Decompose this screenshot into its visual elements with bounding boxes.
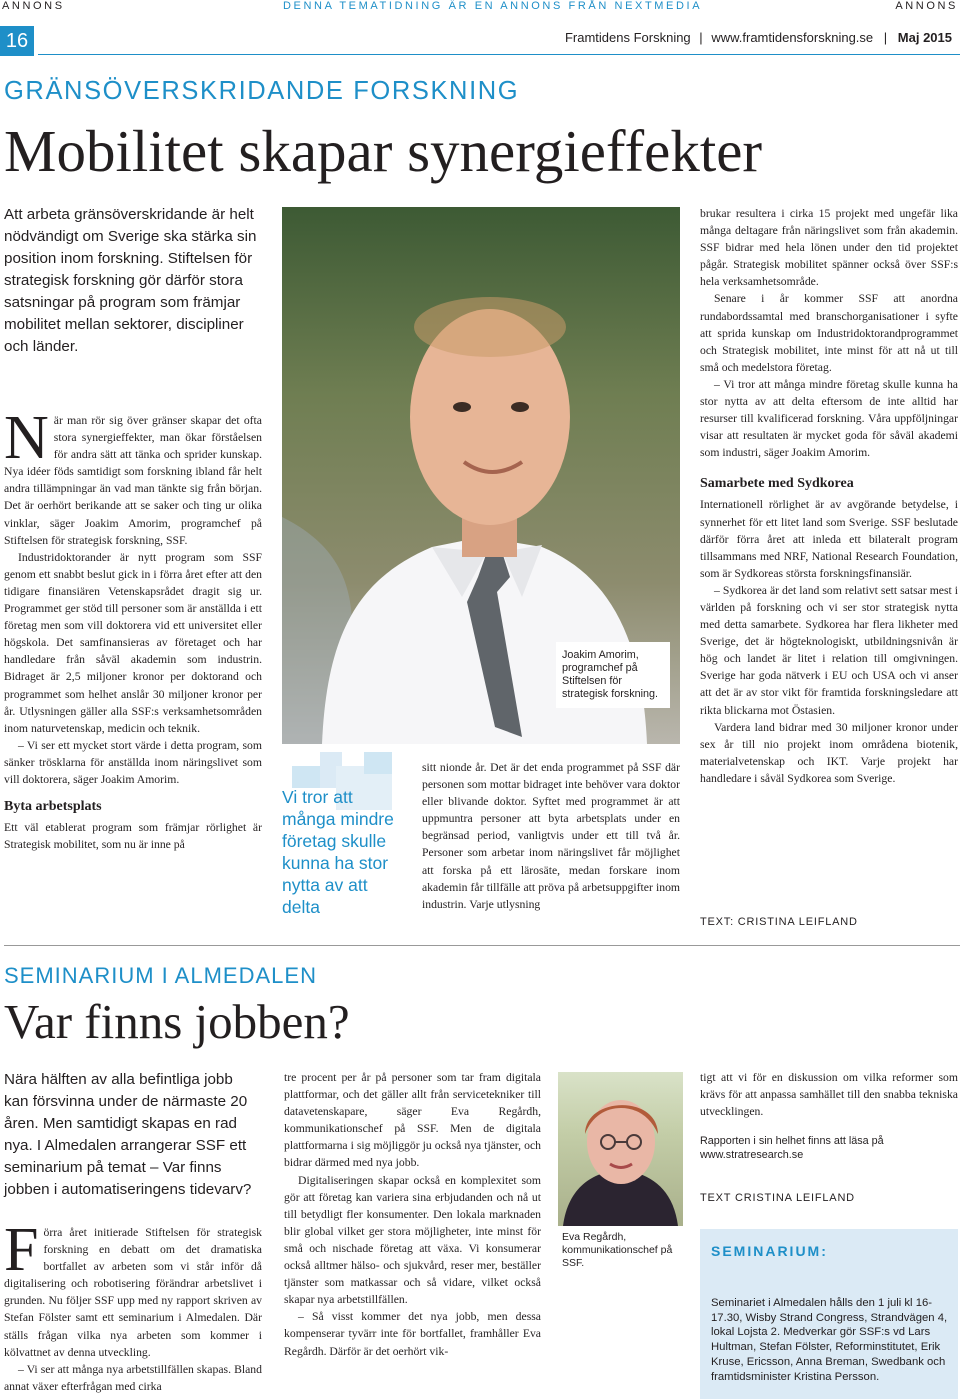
annons-label-left: ANNONS bbox=[2, 0, 65, 12]
report-text: Rapporten i sin helhet finns att läsa på bbox=[700, 1135, 884, 1147]
drop-cap: N bbox=[4, 404, 49, 472]
body-paragraph: Vardera land bidrar med 30 miljoner kronor under sex år till nio projekt inom områdena biotenik, materialvetenskap och IKT. Varje projekt har handledare i såväl Sydkorea som Sverige. bbox=[700, 720, 958, 785]
subheading: Byta arbetsplats bbox=[4, 799, 102, 815]
body-column-1 bbox=[4, 404, 262, 853]
byline: TEXT CRISTINA LEIFLAND bbox=[700, 1192, 855, 1204]
body-paragraph: Industridoktorander är nytt program som SSF genom ett snabbt beslut gick in i förra året efter att den tidigare finansiären Vetenskapsrådet dragit sig ur. Programmet ger stöd till personer som är anställda i ett företag men som vill doktorera vid ett universitet eller högskola. Det samfinansieras av företaget och har handledare från såväl akademin som industrin. Bidraget är 2,5 miljoner kronor per doktorand och programmet som helhet anslår 30 miljoner kronor per år. Utlysningen gäller alla SSF:s verksamhetsområden inom naturvetenskap, medicin och teknik. bbox=[4, 550, 262, 735]
body-paragraph: Ett väl etablerat program som främjar rörlighet är Strategisk mobilitet, som nu är inne på bbox=[4, 821, 262, 852]
article-ingress: Nära hälften av alla befintliga jobb kan försvinna under de närmaste 20 åren. Men samtidigt skapas en rad nya. I Almedalen arrangerar SSF ett seminarium på temat – Var finns jobben i automatiseringens tidevarv? bbox=[4, 1071, 252, 1198]
body-paragraph: Digitaliseringen skapar också en komplexitet som gör att företag kan variera sina erbjudanden och nå ut till betydligt fler konsumenter. Den lokala marknaden blir global vilket ger stora möjligheter, inte minst för små och nischade företag att växa. Vi konsumerar också alltmer hälso- och sjukvård, reser mer, beställer tjänster som matkassar och så vidare, vilket också skapar nya arbetstillfällen. bbox=[284, 1173, 541, 1307]
body-paragraph: brukar resultera i cirka 15 projekt med ungefär lika många deltagare från näringslivet som från akademin. SSF bidrar med hela lönen under den tid projektet pågår. Strategisk mobilitet spänner också över SSF:s hela verksamhetsområde. bbox=[700, 207, 958, 289]
body-paragraph: – Så visst kommer det nya jobb, men dessa kompenserar tyvärr inte för bortfallet, framhåller Eva Regårdh. Därför är det oerhört vik- bbox=[284, 1310, 541, 1358]
body-column-3: tigt att vi för en diskussion om vilka reformer som krävs för att anpassa samhället till den snabba tekniska utvecklingen. bbox=[700, 1071, 958, 1119]
separator: | bbox=[883, 30, 888, 45]
issue-date: Maj 2015 bbox=[897, 30, 952, 45]
section-divider bbox=[4, 945, 960, 946]
annons-label-right: ANNONS bbox=[895, 0, 958, 12]
article-headline: Mobilitet skapar synergieffekter bbox=[4, 118, 763, 184]
body-paragraph: – Vi ser att många nya arbetstillfällen skapas. Bland annat växer efterfrågan med cirka bbox=[4, 1362, 262, 1393]
portrait-illustration bbox=[558, 1072, 683, 1226]
body-paragraph: tre procent per år på personer som tar fram digitala plattformar, och det gäller allt från servicetekniker till datavetenskapare, säger Eva Regårdh, kommunikationschef på SSF. Men de digitala plattformarna i sig möjliggör ju också nya tjänster, och bidrar därmed med nya jobb. bbox=[284, 1071, 541, 1170]
article-headline: Var finns jobben? bbox=[4, 994, 350, 1049]
report-note bbox=[700, 1135, 958, 1162]
body-paragraph: – Vi tror att många mindre företag skulle kunna ha stor nytta av att delta eftersom de inte alltid har resurser till kvalificerad forskning. Våra uppföljningar visar att resultaten är mycket goda för såväl akademi som industri, säger Joakim Amorim. bbox=[700, 377, 958, 460]
header-rule bbox=[38, 54, 960, 55]
separator: | bbox=[699, 30, 703, 45]
photo-caption: Joakim Amorim, programchef på Stiftelsen för strategisk forskning. bbox=[556, 642, 670, 708]
seminar-info-box bbox=[700, 1229, 958, 1399]
body-paragraph: Senare i år kommer SSF att anordna rundabordssamtal med branschorganisationer i syfte att sprida kunskap om Industridoktorandprogrammet och Strategisk mobilitet, inte minst för att nå ut till små och medelstora företag. bbox=[700, 292, 958, 374]
byline: TEXT: CRISTINA LEIFLAND bbox=[700, 916, 858, 928]
body-paragraph: örra året initierade Stiftelsen för strategisk forskning en debatt om det dramatiska bortfallet av arbeten som vi står inför då digitalisering och robotisering förändrar arbetslivet i grunden. Nu följer SSF upp med ny rapport skriven av Stefan Fölster samt ett seminarium i Almedalen. Där ställs frågan vilka nya arbeten som kommer i kölvattnet av denna utveckling. bbox=[4, 1226, 262, 1359]
portrait-photo bbox=[558, 1072, 683, 1226]
body-column-2 bbox=[284, 1069, 541, 1360]
body-column-1 bbox=[4, 1216, 262, 1395]
body-column-3 bbox=[700, 205, 958, 787]
body-paragraph: – Sydkorea är det land som relativt sett satsar mest i världen på forskning och vi ser stor strategisk nytta med detta samarbete. Sydkorea har flera likheter med Sverige, det är högteknologiskt, utbildningsnivån är hög och landet är litet i relation till omgivningen. Sverige har goda nätverk i EU och USA och vi anser att det är av stor vikt för framtida forskningsledare att rikta blickarna mot Östasien. bbox=[700, 583, 958, 717]
section-kicker: GRÄNSÖVERSKRIDANDE FORSKNING bbox=[4, 77, 520, 105]
body-column-2: sitt nionde år. Det är det enda programmet på SSF där personen som mottar bidraget inte behöver vara doktor eller blivande doktor. Syftet med programmet är att uppmuntra personer att byta arbetsplats under en begränsad period, vanligtvis under ett till två år. Personer som arbetar inom näringslivet får möjlighet att forska på ett lärosäte, medan forskare inom akademin får tillfälle att pröva på arbetsuppgifter inom industrin. Varje utlysning bbox=[422, 761, 680, 911]
photo-caption: Eva Regårdh, kommunikationschef på SSF. bbox=[562, 1231, 673, 1269]
body-paragraph: – Vi ser ett mycket stort värde i detta program, som sänker trösklarna för anställda inom näringslivet som vill doktorera, säger Joakim Amorim. bbox=[4, 738, 262, 786]
publication-name: Framtidens Forskning bbox=[564, 30, 691, 45]
pull-quote: Vi tror att många mindre företag skulle kunna ha stor nytta av att delta bbox=[282, 787, 394, 917]
body-paragraph: Internationell rörlighet är av avgörande betydelse, i synnerhet för ett litet land som Sverige. SSF beslutade därför förra året att inleda ett bilateralt program tillsammans med NRF, National Research Foundation, som är Sydkoreas största forskningsfinansiär. bbox=[700, 498, 958, 580]
article-ingress: Att arbeta gränsöverskridande är helt nödvändigt om Sverige ska stärka sin position inom forskning. Stiftelsen för strategisk forskning gör därför stora satsningar på program som främjar mobilitet mellan sektorer, discipliner och länder. bbox=[4, 206, 257, 355]
seminar-box-title: SEMINARIUM: bbox=[711, 1243, 828, 1259]
website-link[interactable]: www.framtidensforskning.se bbox=[711, 30, 874, 45]
section-kicker: SEMINARIUM I ALMEDALEN bbox=[4, 963, 317, 988]
top-banner bbox=[0, 0, 960, 18]
page-number: 16 bbox=[0, 26, 34, 56]
drop-cap: F bbox=[4, 1216, 39, 1284]
subheading: Samarbete med Sydkorea bbox=[700, 476, 854, 492]
advertising-notice: DENNA TEMATIDNING ÄR EN ANNONS FRÅN NEXTMEDIA bbox=[283, 0, 703, 12]
running-header bbox=[565, 30, 952, 45]
seminar-box-text: Seminariet i Almedalen hålls den 1 juli kl 16-17.30, Wisby Strand Congress, Strandvägen 4, lokal Lojsta 2. Medverkar gör SSF:s vd Lars Hultman, Stefan Fölster, Reforminstitutet, Erik Kruse, Ericsson, Anna Breman, Swedbank och framtidsminister Kristina Persson. bbox=[711, 1297, 948, 1383]
body-paragraph: är man rör sig över gränser skapar det ofta stora synergieffekter, man ökar förståelsen för andra sätt att tänka och sprider kunskap. Nya idéer föds samtidigt som forskning ibland får helt andra tillämpningar än vad man tänkte sig från början. Det är oerhört berikande att se saker och ting ur olika vinklar, säger Joakim Amorim, programchef på Stiftelsen för strategisk forskning, SSF. bbox=[4, 414, 262, 547]
report-link[interactable]: www.stratresearch.se bbox=[700, 1148, 804, 1161]
